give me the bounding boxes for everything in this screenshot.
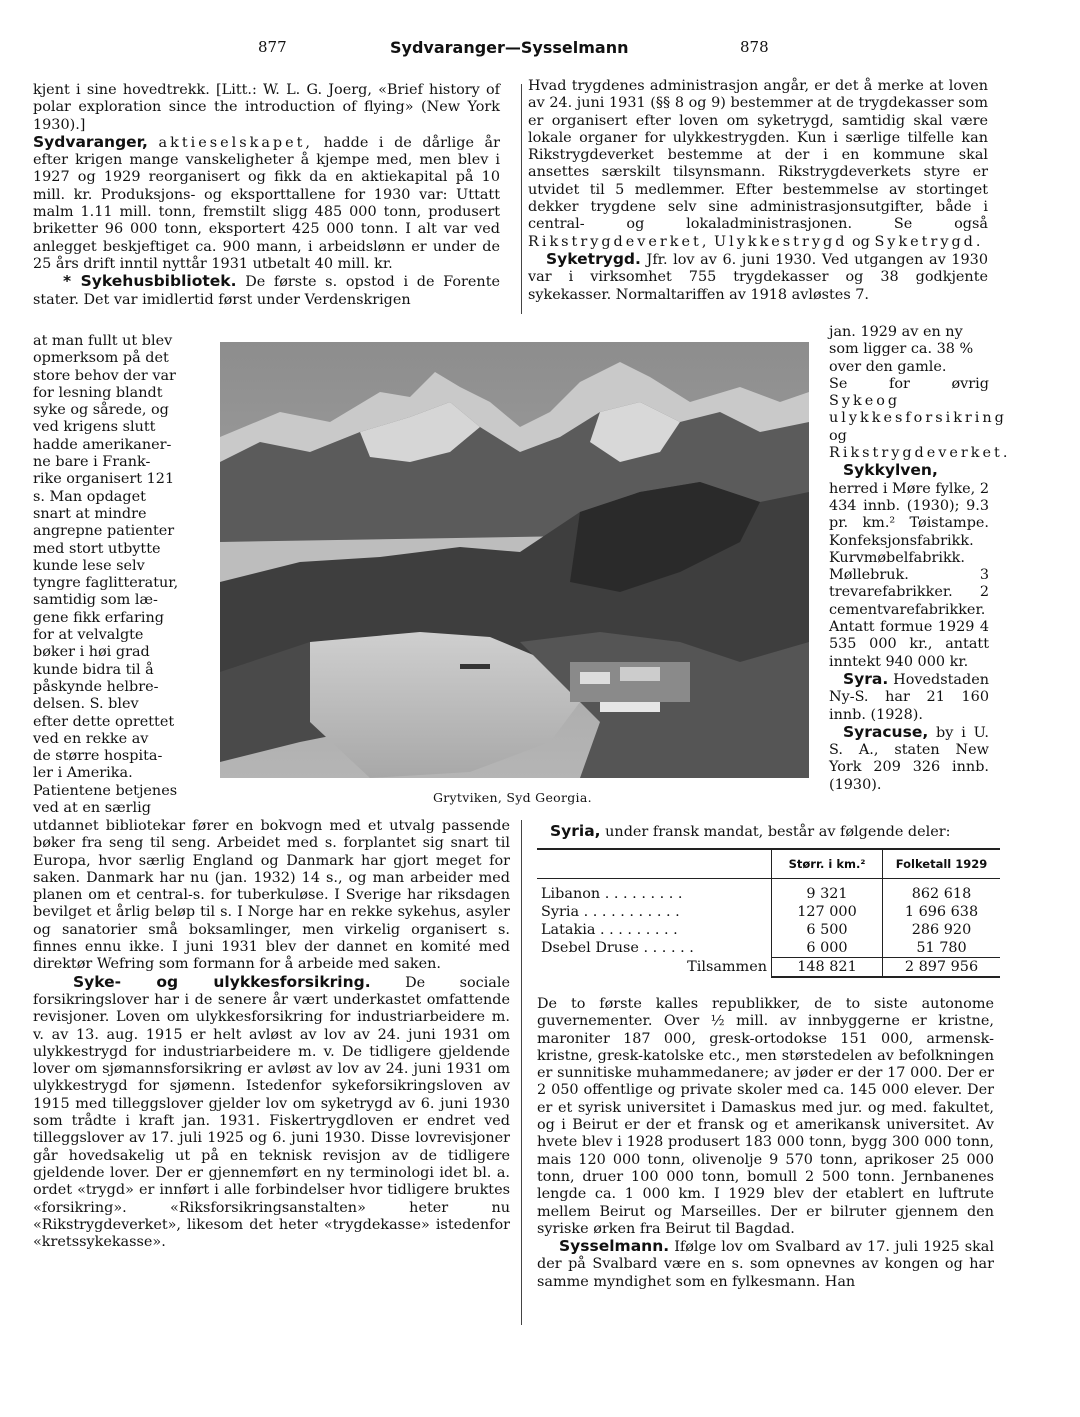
- entry-syketrygd: [528, 251, 988, 304]
- entry-body: by i U. S. A., staten New York 209 326 innb. (1930).: [829, 724, 989, 793]
- table-total-row: [537, 958, 1000, 978]
- entry-body: Jfr. lov av 6. juni 1930. Ved utgangen av 1930 var i virksomhet 755 trygdekasser og 38 godkjente sykekasser. Normaltariffen av 1918 avløstes 7.: [528, 251, 988, 303]
- column-divider-top: [521, 84, 522, 314]
- left-column-bottom: [33, 818, 510, 1251]
- line: opmerksom på det: [33, 350, 169, 367]
- line: ved en rekke av: [33, 730, 149, 747]
- cell-pop: 1 696 638: [883, 903, 1001, 921]
- cell-name: Libanon . . . . . . . . .: [541, 886, 683, 902]
- entry-sykkylven: [829, 462, 989, 671]
- line: samtidig som læ-: [33, 592, 158, 609]
- syria-intro: [550, 823, 995, 841]
- line: Patientene betjenes: [33, 782, 178, 799]
- cell-area: 127 000: [772, 903, 883, 921]
- table-header-blank: [537, 849, 772, 879]
- cell-area: 6 000: [772, 939, 883, 958]
- cell-name: Dsebel Druse . . . . . .: [541, 940, 694, 957]
- table-header-area: Størr. i km.²: [772, 849, 883, 879]
- cell-pop: 862 618: [883, 885, 1001, 903]
- conjunction: og: [829, 427, 847, 444]
- line: kunde bidra til å: [33, 661, 154, 678]
- column-divider-bottom: [521, 820, 522, 1325]
- entry-heading: Sysselmann.: [559, 1237, 670, 1256]
- paragraph-sykehus-cont: utdannet bibliotekar fører en bokvogn med et utvalg passende bøker fra seng til seng. Arbeidet med s. forplantet sig snart til Europa, hvor særlig England og Danmark har gjort meget for saken. Danmark har nu (jan. 1932) 14 s., og man arbeider med planen om et central-s. for tuberkuløse. I Sverige har riksdagen bevilget et årlig beløp til s. I Norge har en rekke sykehus, asyler og sanatorier små boksamlinger, men virkelig organisert s. finnes ennu ikke. I juni 1931 blev der dannet en komité med direktør Wefring som formann for å arbeide med saken.: [33, 818, 510, 973]
- table-header-pop: Folketall 1929: [883, 849, 1001, 879]
- entry-syra: [829, 671, 989, 724]
- line: ler i Amerika.: [33, 765, 133, 782]
- entry-heading: * Sykehusbibliotek.: [63, 272, 237, 291]
- entry-heading: Sykkylven,: [843, 461, 938, 480]
- line: ne bare i Frank-: [33, 454, 151, 471]
- line: store behov der var: [33, 367, 176, 384]
- photo-caption: Grytviken, Syd Georgia.: [433, 790, 592, 805]
- cell-total-pop: 2 897 956: [883, 958, 1001, 978]
- page-number-left: 877: [258, 38, 287, 56]
- line: påskynde helbre-: [33, 678, 159, 695]
- table-row: [537, 921, 1000, 939]
- line: hadde amerikaner-: [33, 436, 172, 453]
- line: kunde lese selv: [33, 557, 145, 574]
- entry-sykehusbibliotek: [33, 273, 500, 309]
- cell-area: 6 500: [772, 921, 883, 939]
- cross-ref: Ulykkestrygd: [713, 233, 848, 250]
- paragraph-trygd-adm: [528, 78, 988, 251]
- left-column-narrow: [33, 333, 205, 817]
- paragraph-syria: De to første kalles republikker, de to siste autonome guvernementer. Over ½ mill. av innbyggerne er kristne, maroniter 187 000, gresk-ortodokse 151 000, armensk-kristne, gresk-katolske etc., men størstedelen av befolkningen er sunnitiske muhammedanere; av jøder er der 17 000. Der er 2 050 offentlige og private skoler med ca. 145 000 elever. Der er et syrisk universitet i Damaskus med jur. og med. fakultet, og i Beirut er der et fransk og et amerikansk universitet. Av hvete blev i 1928 produsert 183 000 tonn, bygg 300 000 tonn, mais 120 000 tonn, olivenolje 9 570 tonn, aprikoser 25 000 tonn, druer 100 000 tonn, bomull 2 500 tonn. Jernbanenes lengde ca. 1 000 km. I 1929 blev der etablert en luftrute mellem Beirut og Marseilles. Der er bilruter gjennem den syriske ørken fra Beirut til Bagdad.: [537, 996, 994, 1237]
- entry-body: herred i Møre fylke, 2 434 innb. (1930); 9.3 pr. km.² Tøistampe. Konfeksjonsfabrikk. Kurvmøbelfabrikk. Møllebruk. 3 trevarefabrikker. 2 cementvarefabrikker. Antatt formue 1929 4 535 000 kr., antatt inntekt 940 000 kr.: [829, 480, 989, 670]
- line: gene fikk erfaring: [33, 609, 164, 626]
- entry-body: Hovedstaden Ny-S. har 21 160 innb. (1928).: [829, 671, 989, 723]
- photo-landscape: [220, 342, 809, 778]
- conjunction: og: [851, 233, 870, 250]
- line: ved at en særlig: [33, 800, 151, 817]
- cross-ref: Sykeog ulykkesforsikring: [829, 393, 1007, 427]
- right-column-bottom: [537, 996, 994, 1291]
- table-row: [537, 903, 1000, 921]
- line: for lesning blandt: [33, 384, 163, 401]
- line: ved krigens slutt: [33, 419, 156, 436]
- page-number-right: 878: [740, 38, 769, 56]
- left-column-top: [33, 82, 500, 309]
- paragraph-body: Hvad trygdenes administrasjon angår, er det å merke at loven av 24. juni 1931 (§§ 8 og 9) bestemmer at de trygdekasser som er organisert efter loven om syketrygd, samtidig skal være lokale organer for ulykkestrygden. Kun i særlige tilfelle kan Rikstrygdeverket bestemme at der i en kommune skal ansettes særskilt tilsynsmann. Rikstrygdeverkets styre er utvidet til 5 medlemmer. Efter bestemmelse av stortinget dekker trygdene selv sine administrasjonsutgifter, både i central- og lokaladministrasjonen. Se også: [528, 78, 988, 233]
- table-header-row: [537, 849, 1000, 879]
- line: angrepne patienter: [33, 523, 175, 540]
- cell-total-label: Tilsammen: [687, 959, 767, 976]
- syketrygd-refs: [829, 375, 1011, 462]
- line: s. Man opdaget: [33, 488, 146, 505]
- cell-name: Latakia . . . . . . . . .: [541, 922, 678, 938]
- line: jan. 1929 av en ny: [829, 324, 963, 340]
- entry-sysselmann: [537, 1238, 994, 1291]
- line: som ligger ca. 38 %: [829, 341, 974, 358]
- cell-pop: 286 920: [883, 921, 1001, 939]
- syria-table: [537, 848, 1000, 978]
- spaced-text: aktieselskapet,: [158, 134, 313, 151]
- cell-name: Syria . . . . . . . . . . .: [541, 904, 680, 920]
- table-row: [537, 885, 1000, 903]
- entry-body: Ifølge lov om Svalbard av 17. juli 1925 skal der på Svalbard være en s. som opnevnes av kongen og har samme myndighet som en fylkesmann. Han: [537, 1239, 994, 1290]
- entry-body: hadde i de dårlige år efter krigen mange vanskeligheter å kjempe med, men blev i 1927 og 1929 reorganisert og fikk da en aktiekapital på 10 mill. kr. Produksjons- og eksporttallene for 1930 var: Uttatt malm 1.11 mill. tonn, fremstilt sligg 485 000 tonn, produsert briketter 96 000 tonn, eksportert 425 000 tonn. I alt var ved anlegget beskjeftiget ca. 900 mann, i arbeidslønn er under de 25 års drift inntil nyttår 1931 utbetalt 40 mill. kr.: [33, 134, 501, 272]
- running-title: Sydvaranger—Sysselmann: [390, 38, 629, 57]
- right-column-narrow: [829, 324, 1011, 794]
- paragraph-litt: kjent i sine hovedtrekk. [Litt.: W. L. G. Joerg, «Brief history of polar exploration since the introduction of flying» (New York 1930).]: [33, 82, 500, 133]
- entry-heading: Syke- og ulykkesforsikring.: [73, 972, 371, 991]
- line: efter dette oprettet: [33, 713, 175, 730]
- entry-heading: Syria,: [550, 822, 601, 840]
- cross-ref: Syketrygd.: [874, 233, 984, 250]
- line: delsen. S. blev: [33, 696, 139, 713]
- entry-heading: Syracuse,: [843, 722, 929, 741]
- line: syke og sårede, og: [33, 402, 169, 419]
- cell-total-area: 148 821: [772, 958, 883, 978]
- entry-body: De sociale forsikringslover har i de senere år vært underkastet omfattende revisjoner. Loven om ulykkesforsikring for industriarbeidere m. v. av 13. aug. 1915 er helt avløst av lov av 24. juni 1931 om ulykkestrygd for industriarbeidere m. v. De tidligere gjeldende lover om sjømannsforsikring er avløst av lov av 24. juni 1931 om ulykkestrygd for sjømenn. Istedenfor sykeforsikringsloven av 1915 med tilleggslover gjelder lov om syketrygd av 6. juni 1930 som trådte i kraft jan. 1931. Fiskertrygdloven er endret ved tilleggslover av 17. juli 1925 og 6. juni 1930. Disse lovrevisjoner går hovedsakelig ut på en teknisk revisjon av de tidligere gjeldende lover. Der er gjennemført en ny terminologi idet bl. a. ordet «trygd» er innført i alle forbindelser hvor tidligere bruktes «forsikring». «Riksforsikringsanstalten» heter nu «Rikstrygdeverket», likesom det heter «trygdekasse» istedenfor «kretssykekasse».: [33, 974, 511, 1251]
- line: over den gamle.: [829, 358, 947, 375]
- line: de større hospita-: [33, 748, 163, 765]
- cross-ref: Rikstrygdeverket.: [829, 445, 1011, 462]
- cross-ref: Rikstrygdeverket,: [528, 233, 710, 250]
- line: for at velvalgte: [33, 627, 144, 644]
- entry-syracuse: [829, 724, 989, 794]
- line: Se for øvrig: [829, 375, 989, 392]
- entry-sydvaranger: [33, 134, 500, 273]
- entry-heading: Syketrygd.: [546, 249, 641, 268]
- photo-grytviken: [220, 342, 809, 778]
- cell-area: 9 321: [772, 885, 883, 903]
- entry-syke-ulykkesforsikring: [33, 974, 510, 1252]
- line: at man fullt ut blev: [33, 333, 173, 349]
- entry-body: De første s. opstod i de Forente stater. Det var imidlertid først under Verdenskrigen: [33, 274, 500, 308]
- cell-pop: 51 780: [883, 939, 1001, 958]
- right-column-top: [528, 78, 988, 304]
- line: rike organisert 121: [33, 471, 175, 488]
- line: tyngre faglitteratur,: [33, 575, 179, 592]
- entry-heading: Syra.: [843, 669, 889, 688]
- entry-heading: Sydvaranger,: [33, 132, 148, 151]
- table-row: [537, 939, 1000, 958]
- entry-body: under fransk mandat, består av følgende deler:: [605, 824, 951, 840]
- line: med stort utbytte: [33, 540, 161, 557]
- line: snart at mindre: [33, 505, 147, 522]
- line: bøker i høi grad: [33, 644, 150, 661]
